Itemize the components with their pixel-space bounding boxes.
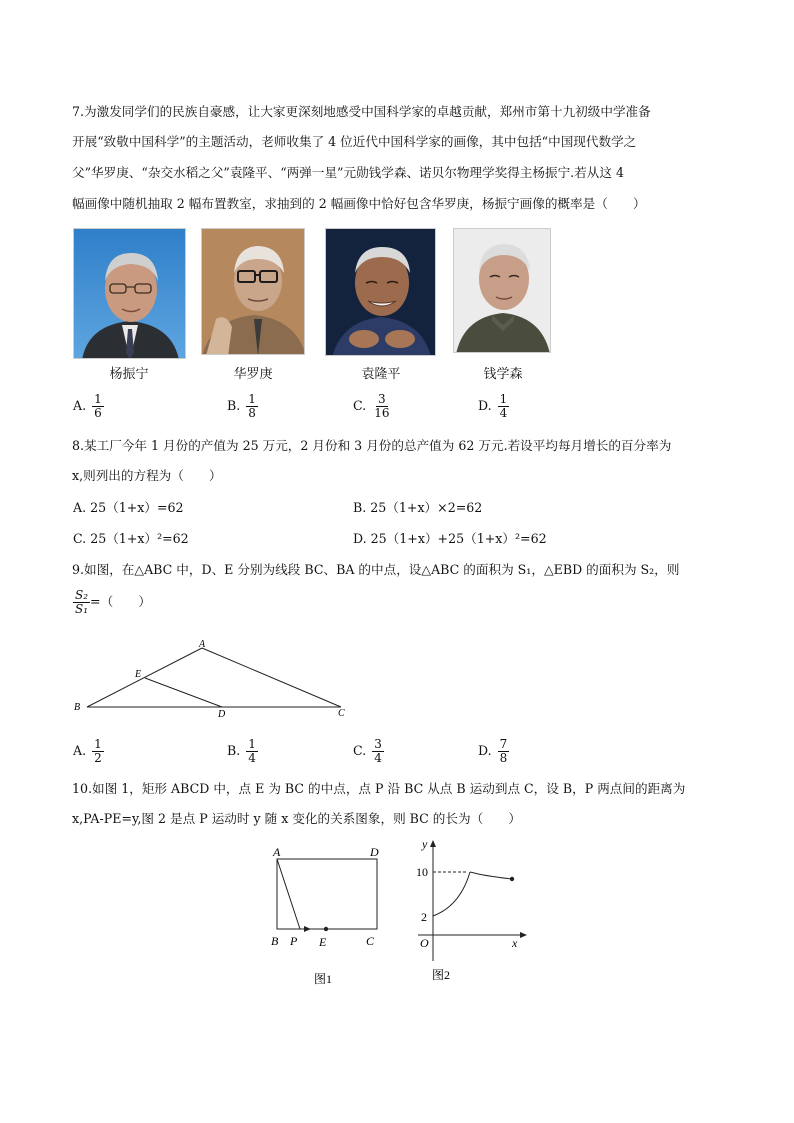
fig1-label-p: P (290, 934, 298, 948)
q8-line-2: x,则列出的方程为（ ） (72, 468, 222, 483)
point-b-label: B (74, 702, 81, 713)
q9-option-b[interactable]: B. $\frac{1}{4}$ (227, 737, 256, 765)
caption-qian-xuesen: 钱学森 (483, 367, 523, 382)
caption-yang-zhenning: 杨振宁 (109, 367, 149, 382)
q8-option-b[interactable]: B. 25（1+x）×2=62 (353, 500, 483, 515)
portrait-qian-xuesen (453, 228, 551, 353)
graph-curve-falling (470, 872, 512, 879)
q9-triangle-figure (70, 636, 360, 722)
q10-line-1: 10.如图 1，矩形 ABCD 中，点 E 为 BC 的中点，点 P 沿 BC 从点 B 运动到点 C，设 B，P 两点间的距离为 (72, 781, 686, 796)
q7-line-1: 7.为激发同学们的民族自豪感，让大家更深刻地感受中国科学家的卓越贡献，郑州市第十九初级中学准备 (72, 104, 651, 119)
q8-option-d[interactable]: D. 25（1+x）+25（1+x）²=62 (353, 531, 547, 546)
point-e-label: E (135, 669, 142, 680)
fig1-label-c: C (366, 934, 375, 948)
q10-figure-2-graph (410, 836, 530, 986)
q7-line-4: 幅画像中随机抽取 2 幅布置教室，求抽到的 2 幅画像中恰好包含华罗庚，杨振宁画像的概率是（ ） (72, 196, 646, 211)
point-c-label: C (338, 708, 345, 719)
q7-line-2: 开展“致敬中国科学”的主题活动，老师收集了 4 位近代中国科学家的画像，其中包括“中国现代数学之 (72, 134, 637, 149)
fig1-label-b: B (271, 934, 279, 948)
axis-label-y: y (422, 837, 428, 851)
point-a-label: A (199, 639, 206, 650)
fig1-label-a: A (273, 845, 281, 859)
q9-ratio: $\frac{\text{S₂}}{\text{S₁}}$ =（ ） (75, 588, 151, 616)
segment-pa (277, 859, 300, 929)
fig1-label-e: E (319, 935, 327, 949)
axis-label-x: x (512, 936, 518, 950)
fig1-caption: 图1 (314, 972, 333, 986)
origin-label: O (420, 936, 429, 950)
point-d-label: D (218, 709, 226, 720)
q8-option-c[interactable]: C. 25（1+x）²=62 (73, 531, 189, 546)
q7-line-3: 父”华罗庚、“杂交水稻之父”袁隆平、“两弹一星”元勋钱学森、诺贝尔物理学奖得主杨振宁.若从这 4 (72, 165, 624, 180)
q8-option-a[interactable]: A. 25（1+x）=62 (73, 500, 184, 515)
caption-hua-luogeng: 华罗庚 (233, 367, 273, 382)
point-e-dot (324, 927, 328, 931)
q10-line-2: x,PA-PE=y,图 2 是点 P 运动时 y 随 x 变化的关系图象，则 BC 的长为（ ） (72, 811, 521, 826)
q8-line-1: 8.某工厂今年 1 月份的产值为 25 万元，2 月份和 3 月份的总产值为 62 万元.若设平均每月增长的百分率为 (72, 438, 672, 453)
q9-option-a[interactable]: A. $\frac{1}{2}$ (73, 737, 102, 765)
q10-figure-1 (264, 840, 394, 990)
q7-option-c[interactable]: C. $\frac{3}{16}$ (353, 392, 390, 420)
tick-label-10: 10 (416, 865, 428, 879)
segment-ba (87, 648, 202, 707)
tick-label-2: 2 (421, 910, 427, 924)
rectangle-abcd (277, 859, 377, 929)
q7-option-d[interactable]: D. $\frac{1}{4}$ (478, 392, 508, 420)
x-axis-arrow-icon (520, 932, 527, 938)
fig2-caption: 图2 (432, 968, 451, 982)
portrait-hua-luogeng (201, 228, 305, 355)
graph-curve-rising (433, 872, 470, 916)
q9-line-1: 9.如图，在△ABC 中，D、E 分别为线段 BC、BA 的中点，设△ABC 的面积为 S₁，△EBD 的面积为 S₂，则 (72, 562, 680, 577)
q9-option-c[interactable]: C. $\frac{3}{4}$ (353, 737, 382, 765)
q7-option-b[interactable]: B. $\frac{1}{8}$ (227, 392, 256, 420)
arrow-head-icon (304, 926, 311, 932)
portrait-yuan-longping (325, 228, 436, 356)
y-axis-arrow-icon (430, 840, 436, 847)
portrait-yang-zhenning (73, 228, 186, 359)
segment-ac (202, 648, 341, 707)
graph-endpoint-dot (510, 877, 514, 881)
segment-ed (145, 678, 222, 707)
fig1-label-d: D (370, 845, 379, 859)
caption-yuan-longping: 袁隆平 (361, 367, 401, 382)
q7-option-a[interactable]: A. $\frac{1}{6}$ (73, 392, 102, 420)
q9-option-d[interactable]: D. $\frac{7}{8}$ (478, 737, 508, 765)
